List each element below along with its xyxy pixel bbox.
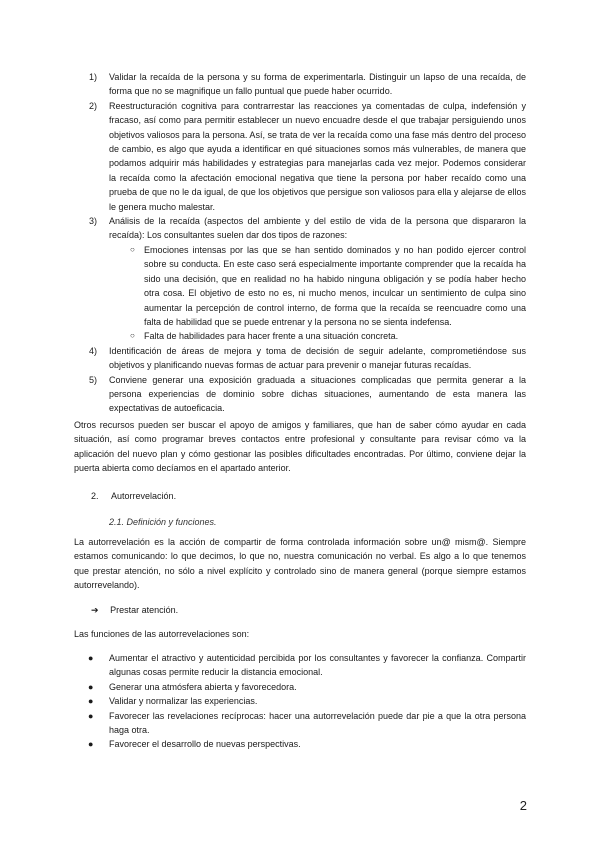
sub-list-item (109, 329, 526, 343)
item-text: Identificación de áreas de mejora y toma de decisión de seguir adelante, comprometiéndose sus objetivos y planificando nuevas formas de actuar para prevenir o manejar futuras recaídas. (109, 345, 526, 371)
page-number: 2 (519, 798, 527, 813)
list-item-text: Validar y normalizar las experiencias. (109, 696, 258, 707)
list-item-text: Favorecer el desarrollo de nuevas perspectivas. (109, 739, 301, 750)
sub-list-item (109, 243, 526, 329)
item-number: 1) (89, 72, 98, 82)
numbered-list (0, 70, 600, 416)
item-text: Análisis de la recaída (aspectos del ambiente y del estilo de vida de la persona que dispararon la recaída): Los consultantes suelen dar dos tipos de razones: (109, 216, 526, 241)
circle-bullet-icon: ○ (130, 244, 135, 254)
section-heading (91, 489, 176, 503)
item-text: Validar la recaída de la persona y su forma de experimentarla. Distinguir un lapso de una recaída, de forma que no se magnifique un fallo puntual que puede haber ocurrido. (109, 72, 526, 97)
list-item (74, 680, 526, 694)
arrow-list-item (91, 603, 178, 617)
item-number: 2) (89, 100, 98, 111)
list-item (0, 214, 600, 344)
list-item-text: Generar una atmósfera abierta y favorecedora. (109, 681, 297, 692)
list-item (74, 737, 526, 751)
arrow-icon: ➔ (91, 605, 99, 615)
item-number: 4) (89, 345, 98, 356)
list-item-text: Aumentar el atractivo y autenticidad percibida por los consultantes y favorecer la confianza. Compartir algunas cosas permite reducir la distancia emocional. (109, 653, 526, 678)
list-item (0, 373, 600, 416)
bullet-icon: ● (88, 710, 94, 721)
section-title: Autorrevelación. (111, 491, 177, 501)
item-text: Reestructuración cognitiva para contrarrestar las reacciones ya comentadas de culpa, indefensión y fracaso, así como para permitir establecer un nuevo encuadre desde el que trabajar persiguiendo unos objetivos valiosos para la persona. Así, se trata de ver la recaída como una fase más dentro del proceso de cambio, es algo que ayuda a identificar en qué situaciones somos más vulnerables, de manera que podamos adquirir más habilidades y estrategias para manejarlas cada vez mejor. Podemos considerar la recaída como la afectación emocional negativa que tiene la persona por haber recaído como una prueba de que no le da igual, de que los objetivos que persigue son valiosos para ella y alejarse de ellos le genera mucho malestar. (109, 100, 526, 212)
list-item (74, 694, 526, 708)
item-number: 3) (89, 216, 98, 227)
sub-item-text: Emociones intensas por las que se han sentido dominados y no han podido ejercer control sobre su conducta. En este caso será especialmente importante comprender que la recaída ha sido una decisión, que en realidad no ha habido ninguna obligación y se podía haber hecho otra cosa. El objetivo de esto no es, ni mucho menos, inculcar un sentimiento de culpa sino aumentar la percepción de control interno, de forma que la recaída se reencuadre como una falta de habilidad que se puede entrenar y la persona no se sienta indefensa. (144, 244, 526, 327)
arrow-item-text: Prestar atención. (110, 605, 179, 615)
list-item (74, 651, 526, 680)
paragraph-other-resources: Otros recursos pueden ser buscar el apoyo de amigos y familiares, que han de saber cómo ayudar en cada situación, así como programar breves contactos entre profesional y consultante para revisar cómo va la aplicación del nuevo plan y cómo gestionar las posibles dificultades encontradas. Por último, conviene dejar la puerta abierta como decíamos en el apartado anterior. (74, 420, 526, 474)
bullet-icon: ● (88, 681, 94, 692)
list-item (74, 709, 526, 738)
item-text: Conviene generar una exposición graduada a situaciones complicadas que permita generar a la persona experiencias de dominio sobre dichas situaciones, aumentando de esta manera las expectativas de autoeficacia. (109, 374, 526, 414)
functions-intro: Las funciones de las autorrevelaciones son: (74, 629, 250, 639)
list-item-text: Favorecer las revelaciones recíprocas: hacer una autorrevelación puede dar pie a que la otra persona haga otra. (109, 710, 526, 736)
sub-list (109, 243, 526, 344)
subsection-heading: 2.1. Definición y funciones. (109, 517, 217, 527)
circle-bullet-icon: ○ (130, 331, 135, 341)
section-number: 2. (91, 491, 99, 501)
paragraph-autorrevelacion: La autorrevelación es la acción de compartir de forma controlada información sobre un@ mism@. Siempre estamos comunicando: lo que decimos, lo que no, nuestra comunicación no verbal. Es algo a lo que tenemos que prestar atención, no sólo a nivel explícito y controlado sino de manera general (porque siempre estamos autorrevelando). (74, 537, 526, 591)
bullet-icon: ● (88, 739, 94, 750)
list-item (0, 344, 600, 373)
list-item (0, 99, 600, 214)
bullet-icon: ● (88, 696, 94, 707)
list-item (0, 70, 600, 99)
functions-list (74, 651, 526, 752)
sub-item-text: Falta de habilidades para hacer frente a una situación concreta. (144, 331, 399, 342)
bullet-icon: ● (88, 653, 94, 663)
item-number: 5) (89, 374, 98, 385)
